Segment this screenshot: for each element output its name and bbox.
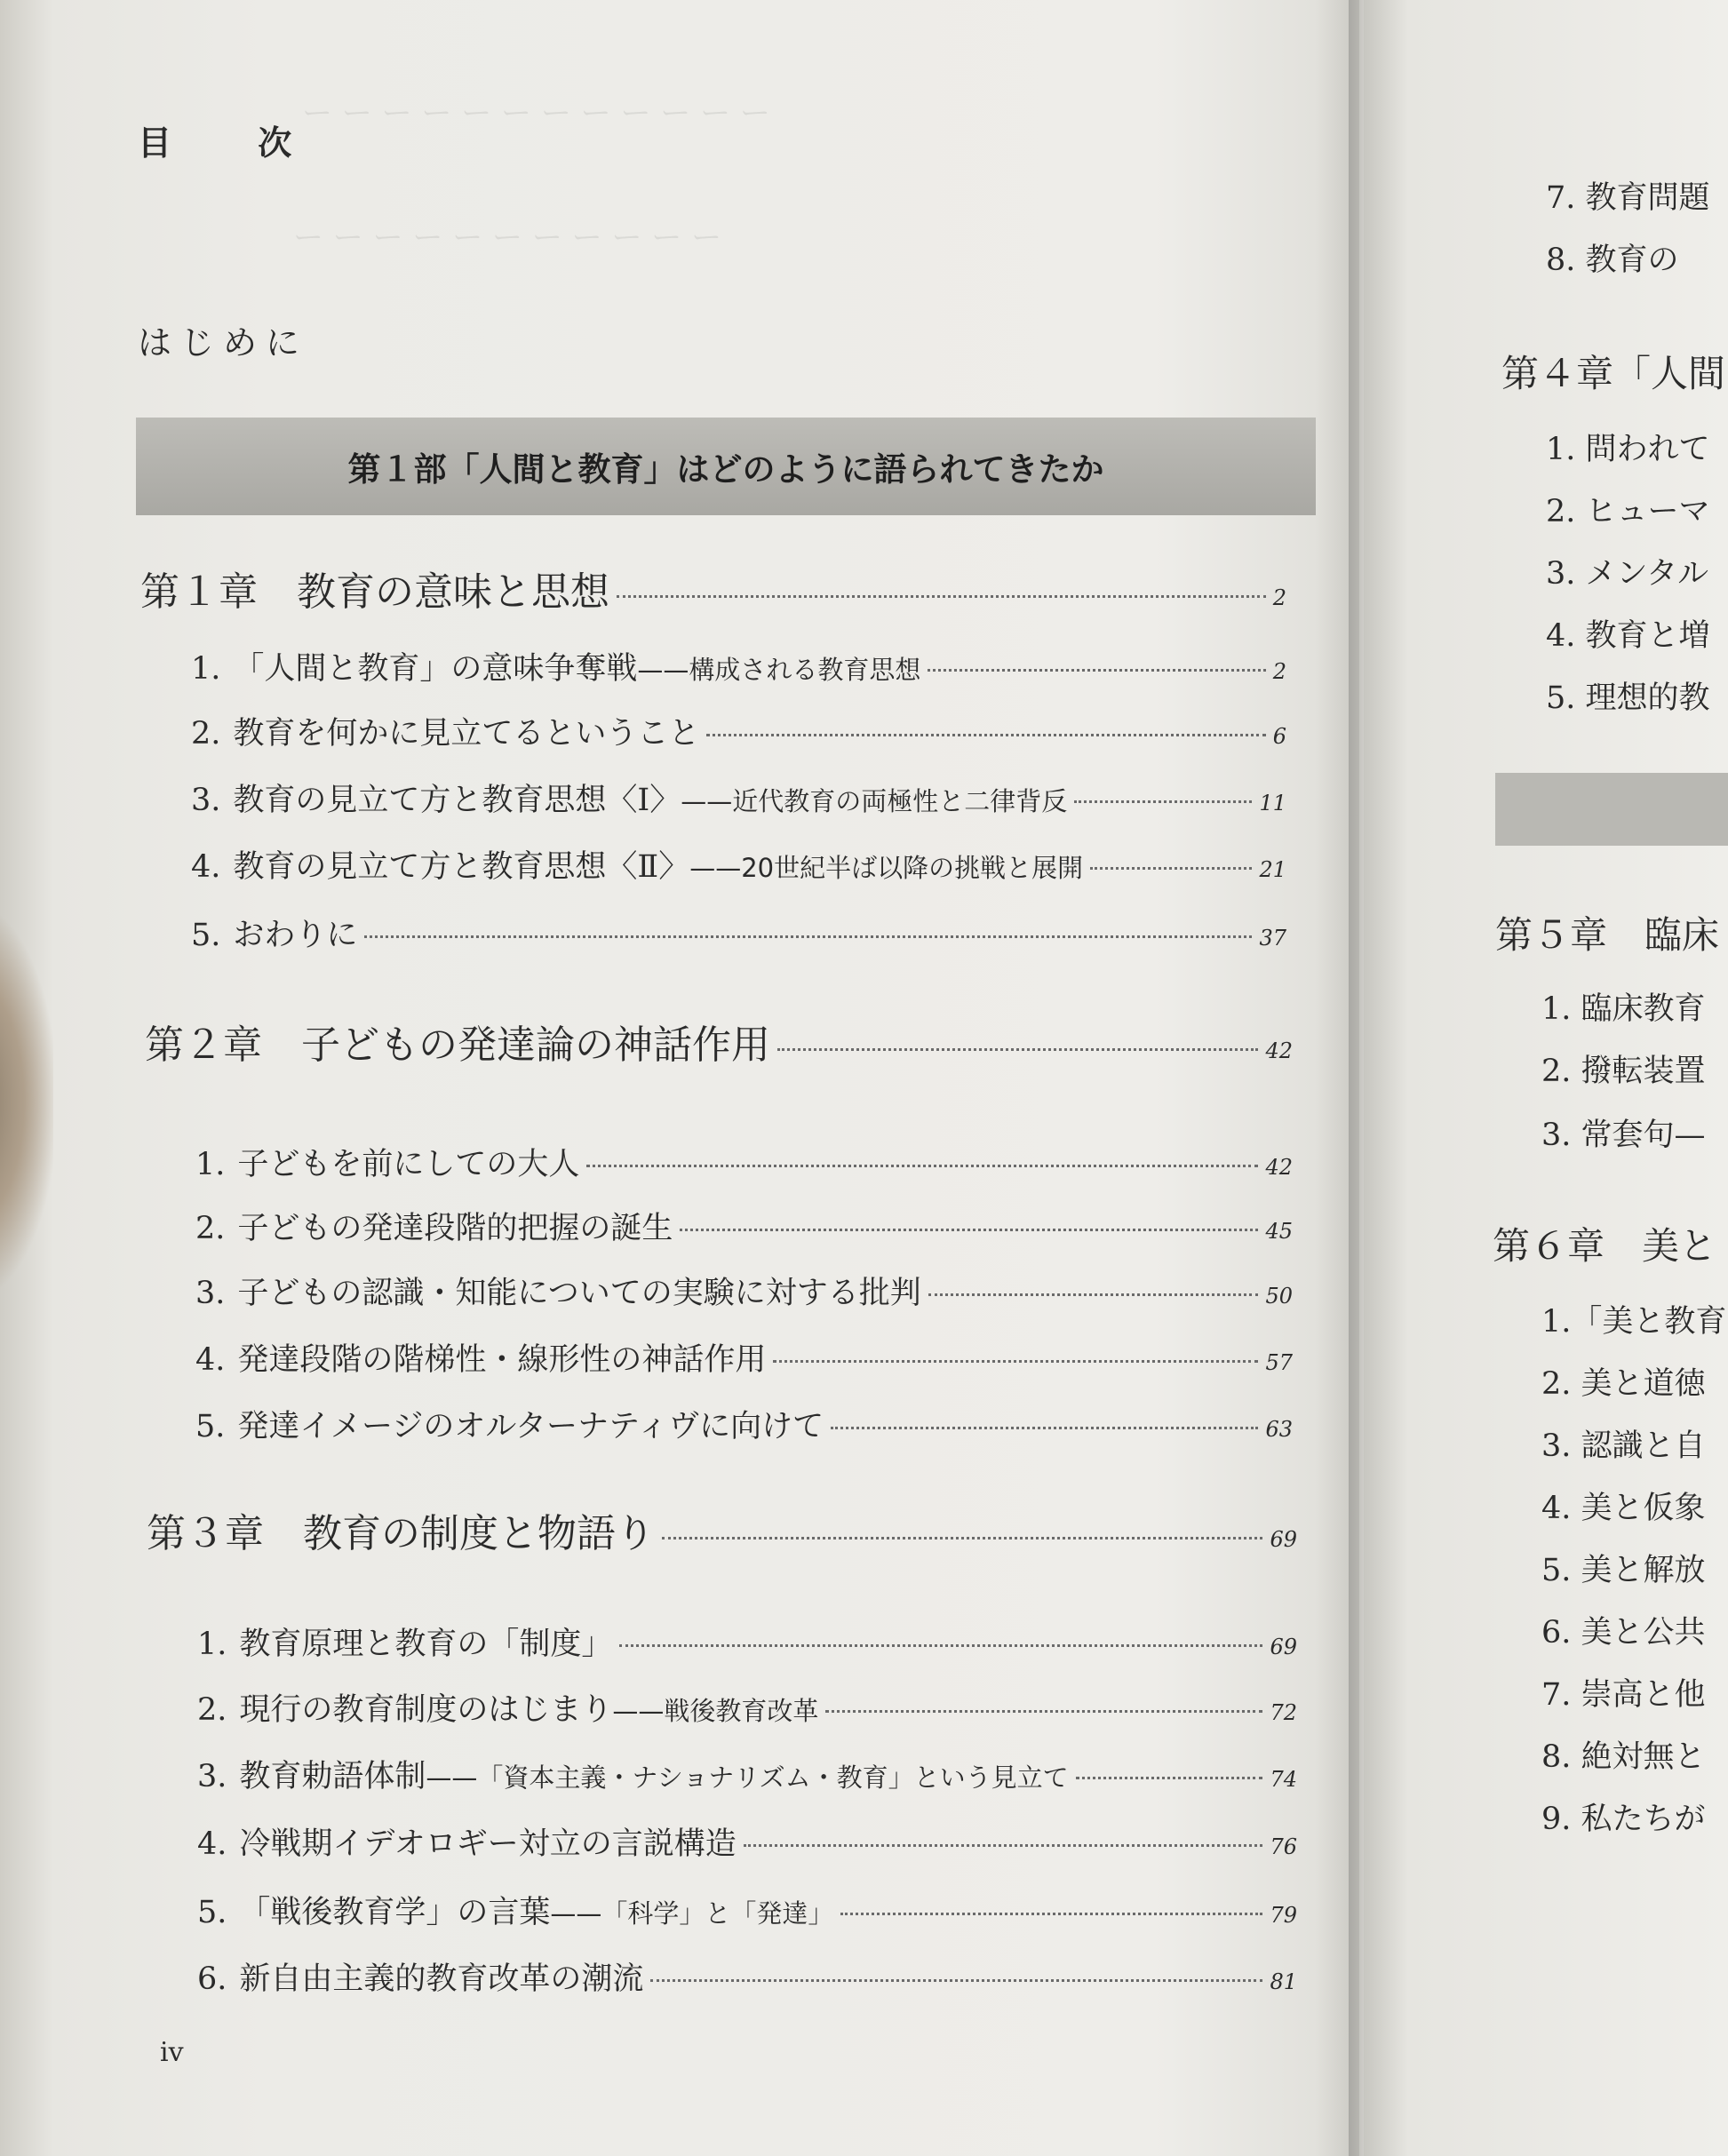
right-item: 7. 崇高と他 bbox=[1541, 1677, 1706, 1713]
section-entry bbox=[197, 1888, 1297, 1932]
page-number: 57 bbox=[1265, 1350, 1293, 1375]
page-number: 11 bbox=[1259, 791, 1286, 815]
section-number: 5. bbox=[191, 918, 221, 953]
page-number: 72 bbox=[1270, 1700, 1297, 1725]
part-banner bbox=[136, 418, 1316, 515]
toc-heading-char: 目 bbox=[138, 123, 174, 163]
chapter-title: 第２章 子どもの発達論の神話作用 bbox=[145, 1022, 770, 1068]
page-folio: iv bbox=[160, 2037, 184, 2068]
chapter-entry bbox=[145, 1013, 1293, 1070]
dot-leader bbox=[840, 1913, 1262, 1915]
dot-leader bbox=[680, 1229, 1258, 1231]
chapter-title: 第１章 教育の意味と思想 bbox=[140, 569, 609, 615]
thumb-shadow bbox=[0, 915, 53, 1288]
section-subtitle: ——戦後教育改革 bbox=[612, 1696, 819, 1726]
section-title: 現行の教育制度のはじまり bbox=[239, 1692, 613, 1728]
right-item: 8. 教育の bbox=[1546, 243, 1679, 278]
right-item: 3. メンタル bbox=[1546, 556, 1709, 592]
section-title: 「戦後教育学」の言葉 bbox=[239, 1895, 551, 1930]
section-entry bbox=[197, 1819, 1297, 1864]
dot-leader bbox=[650, 1979, 1262, 1982]
page-number: 37 bbox=[1259, 926, 1286, 951]
toc-heading-char: 次 bbox=[258, 123, 294, 163]
right-item: 1. 臨床教育 bbox=[1541, 991, 1706, 1027]
toc-heading bbox=[138, 115, 293, 164]
section-entry bbox=[197, 1685, 1297, 1730]
dot-leader bbox=[364, 935, 1252, 938]
section-title: 子どもの発達段階的把握の誕生 bbox=[237, 1211, 673, 1246]
section-entry bbox=[195, 1140, 1293, 1184]
page-number: 2 bbox=[1272, 659, 1286, 684]
dot-leader bbox=[777, 1048, 1258, 1051]
section-subtitle: ——「科学」と「発達」 bbox=[550, 1898, 834, 1929]
section-title: 教育を何かに見立てるということ bbox=[233, 716, 700, 752]
chapter-title: 第３章 教育の制度と物語り bbox=[147, 1511, 655, 1556]
section-entry bbox=[197, 1619, 1297, 1664]
section-entry bbox=[191, 644, 1286, 688]
page-number: 76 bbox=[1270, 1834, 1297, 1859]
section-entry bbox=[195, 1269, 1293, 1313]
part-title: 第１部「人間と教育」はどのように語られてきたか bbox=[347, 450, 1104, 489]
dot-leader bbox=[1074, 800, 1252, 803]
section-entry bbox=[191, 709, 1286, 753]
section-entry bbox=[191, 776, 1286, 820]
section-title: 子どもを前にしての大人 bbox=[237, 1147, 580, 1182]
dot-leader bbox=[586, 1165, 1258, 1167]
section-title: 発達段階の階梯性・線形性の神話作用 bbox=[237, 1342, 767, 1378]
page-number: 69 bbox=[1270, 1635, 1297, 1659]
dot-leader bbox=[706, 734, 1265, 736]
bleed-through-text: ー ー ー ー ー ー ー ー ー ー ー bbox=[293, 220, 722, 256]
section-title: 「人間と教育」の意味争奪戦 bbox=[233, 651, 638, 687]
chapter-entry bbox=[140, 560, 1286, 617]
section-title: おわりに bbox=[233, 918, 358, 953]
dot-leader bbox=[773, 1360, 1258, 1363]
page-number: 21 bbox=[1259, 857, 1286, 882]
right-item: 1. 問われて bbox=[1546, 432, 1710, 467]
section-entry bbox=[195, 1402, 1293, 1446]
section-title: 子どもの認識・知能についての実験に対する批判 bbox=[237, 1276, 921, 1311]
section-number: 1. bbox=[197, 1627, 227, 1662]
section-entry bbox=[197, 1752, 1297, 1796]
section-number: 2. bbox=[191, 716, 221, 752]
dot-leader bbox=[619, 1644, 1262, 1647]
right-item: 4. 美と仮象 bbox=[1541, 1491, 1706, 1526]
section-title: 冷戦期イデオロギー対立の言説構造 bbox=[239, 1826, 737, 1862]
right-item: 4. 教育と増 bbox=[1546, 618, 1710, 654]
section-title: 教育勅語体制 bbox=[239, 1759, 426, 1794]
dot-leader bbox=[831, 1427, 1258, 1429]
page-number: 81 bbox=[1270, 1969, 1297, 1994]
page-number: 45 bbox=[1265, 1219, 1293, 1244]
section-number: 2. bbox=[195, 1211, 226, 1246]
right-item: 7. 教育問題 bbox=[1546, 180, 1710, 216]
chapter-entry bbox=[147, 1501, 1297, 1558]
section-subtitle: ——近代教育の両極性と二律背反 bbox=[681, 786, 1068, 816]
section-subtitle: ——20世紀半ば以降の挑戦と展開 bbox=[689, 853, 1084, 883]
section-title: 教育の見立て方と教育思想〈Ⅰ〉 bbox=[233, 783, 681, 818]
right-chapter: 第４章「人間 bbox=[1501, 352, 1726, 395]
section-number: 6. bbox=[197, 1961, 227, 1997]
dot-leader bbox=[662, 1537, 1262, 1539]
right-item: 6. 美と公共 bbox=[1541, 1615, 1706, 1651]
right-chapter: 第６章 美と bbox=[1493, 1224, 1717, 1268]
page-number: 42 bbox=[1265, 1155, 1293, 1180]
right-item: 5. 美と解放 bbox=[1541, 1553, 1706, 1588]
part-banner bbox=[1495, 773, 1728, 846]
section-title: 新自由主義的教育改革の潮流 bbox=[239, 1961, 644, 1997]
dot-leader bbox=[928, 669, 1265, 672]
section-number: 4. bbox=[191, 849, 221, 885]
page-number: 69 bbox=[1270, 1527, 1297, 1552]
section-number: 1. bbox=[191, 651, 221, 687]
section-number: 5. bbox=[195, 1409, 226, 1444]
page-number: 42 bbox=[1265, 1038, 1293, 1063]
dot-leader bbox=[928, 1293, 1259, 1296]
section-title: 発達イメージのオルターナティヴに向けて bbox=[237, 1409, 824, 1444]
page-number: 2 bbox=[1272, 585, 1286, 610]
section-number: 2. bbox=[197, 1692, 227, 1728]
section-number: 3. bbox=[191, 783, 221, 818]
page-number: 63 bbox=[1265, 1417, 1293, 1442]
dot-leader bbox=[744, 1844, 1263, 1847]
section-number: 3. bbox=[197, 1759, 227, 1794]
section-number: 1. bbox=[195, 1147, 226, 1182]
page-number: 74 bbox=[1270, 1767, 1297, 1792]
section-entry bbox=[191, 911, 1286, 955]
right-page bbox=[1364, 0, 1728, 2156]
right-item: 3. 常套句— bbox=[1541, 1118, 1706, 1153]
dot-leader bbox=[1090, 867, 1252, 870]
page-number: 79 bbox=[1270, 1903, 1297, 1928]
section-entry bbox=[197, 1954, 1297, 1999]
right-item: 9. 私たちが bbox=[1541, 1802, 1706, 1837]
section-number: 5. bbox=[197, 1895, 227, 1930]
section-number: 3. bbox=[195, 1276, 226, 1311]
section-title: 教育の見立て方と教育思想〈Ⅱ〉 bbox=[233, 849, 690, 885]
bleed-through-text: ー ー ー ー ー ー ー ー ー ー ー ー bbox=[302, 96, 770, 131]
right-item: 1.「美と教育 bbox=[1541, 1304, 1727, 1340]
section-entry bbox=[195, 1204, 1293, 1248]
intro-entry: はじめに bbox=[138, 323, 309, 362]
dot-leader bbox=[1076, 1777, 1263, 1779]
dot-leader bbox=[825, 1710, 1262, 1713]
page-number: 50 bbox=[1265, 1284, 1293, 1309]
right-item: 8. 絶対無と bbox=[1541, 1739, 1706, 1775]
section-entry bbox=[195, 1335, 1293, 1380]
right-chapter: 第５章 臨床 bbox=[1495, 913, 1720, 957]
section-number: 4. bbox=[197, 1826, 227, 1862]
right-item: 3. 認識と自 bbox=[1541, 1428, 1706, 1464]
right-item: 2. 撥転装置 bbox=[1541, 1054, 1706, 1089]
section-entry bbox=[191, 842, 1286, 887]
right-item: 2. 美と道徳 bbox=[1541, 1366, 1706, 1402]
page-number: 6 bbox=[1272, 724, 1286, 749]
section-title: 教育原理と教育の「制度」 bbox=[239, 1627, 613, 1662]
section-subtitle: ——構成される教育思想 bbox=[637, 655, 921, 685]
section-number: 4. bbox=[195, 1342, 226, 1378]
right-item: 2. ヒューマ bbox=[1546, 494, 1710, 529]
dot-leader bbox=[617, 595, 1266, 598]
section-subtitle: ——「資本主義・ナショナリズム・教育」という見立て bbox=[426, 1762, 1069, 1793]
right-item: 5. 理想的教 bbox=[1546, 680, 1710, 716]
